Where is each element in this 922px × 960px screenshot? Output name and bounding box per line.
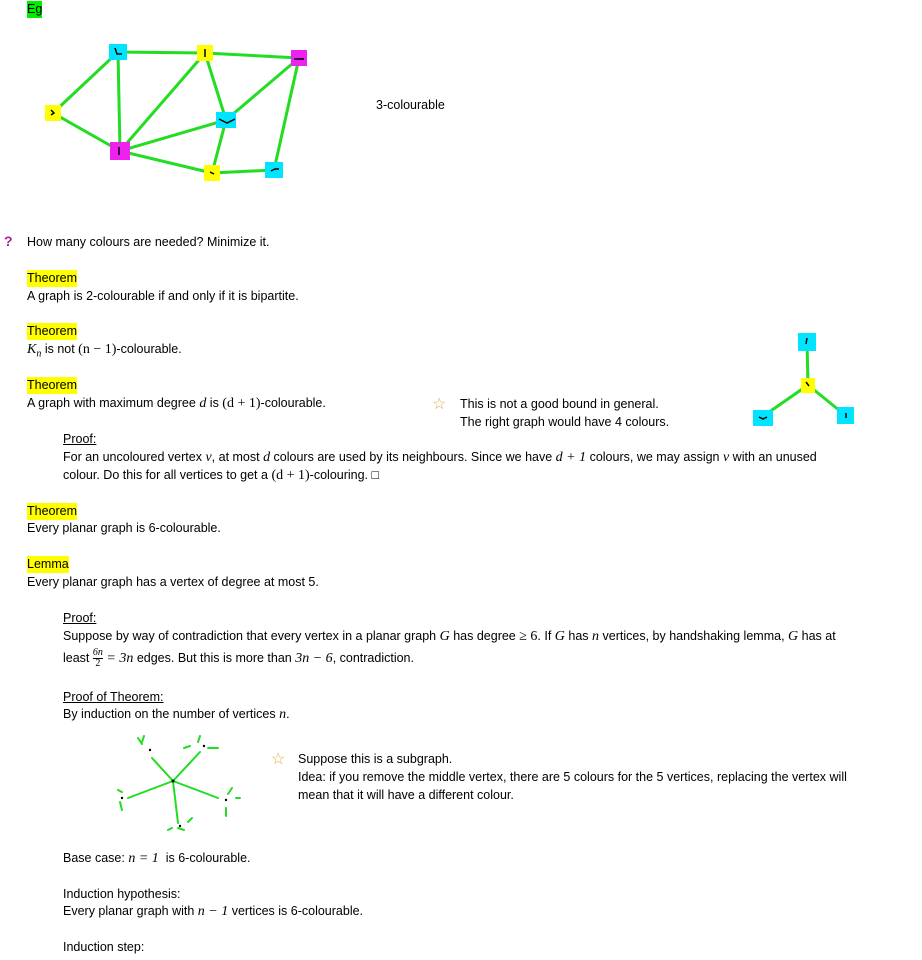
proof2-line2 [63, 646, 414, 671]
note1-line1: This is not a good bound in general. [460, 397, 659, 411]
theorem2-mid: is not [41, 342, 79, 356]
theorem4-label: Theorem [27, 504, 78, 518]
note2-line1: Suppose this is a subgraph. [298, 752, 453, 766]
edge [120, 120, 226, 151]
proof-theorem-text [63, 706, 290, 723]
proof1-l2b: -colouring. [309, 468, 372, 482]
theorem3-d: d [199, 396, 207, 411]
proof1-l1b: , at most [211, 450, 264, 464]
theorem3-is: is [206, 396, 223, 410]
vertex-dot [179, 825, 181, 827]
edge [205, 53, 226, 120]
proof-theorem-pre: By induction on the number of vertices [63, 707, 280, 721]
proof2-l1b: has degree [449, 629, 520, 643]
proof2-bound: 3n − 6 [295, 651, 333, 666]
proof-theorem-label: Proof of Theorem: [63, 690, 164, 704]
proof1-label: Proof: [63, 432, 97, 446]
edge [128, 781, 173, 798]
theorem2-label: Theorem [27, 324, 78, 338]
edge [53, 52, 118, 113]
theorem3-pre: A graph with maximum degree [27, 396, 200, 410]
question-icon: ? [4, 233, 13, 249]
proof2-l1a: Suppose by way of contradiction that every vertex in a planar graph [63, 629, 440, 643]
star-icon: ☆ [432, 396, 447, 413]
proof1-l2a: colour. Do this for all vertices to get a [63, 468, 272, 482]
fraction-numerator: 6n [92, 647, 103, 659]
edge [205, 53, 299, 58]
proof2-G2: G [554, 629, 565, 644]
theorem3-text [27, 395, 326, 412]
theorem4-text: Every planar graph is 6-colourable. [27, 521, 221, 535]
vertex-dot [121, 797, 123, 799]
edge [212, 170, 274, 173]
vertex-dot [149, 749, 151, 751]
vertex-marks [51, 48, 304, 174]
proof1-v2: v [722, 450, 730, 465]
edge [173, 781, 178, 823]
note1-line2: The right graph would have 4 colours. [460, 415, 670, 429]
edge [173, 781, 218, 798]
proof2-label: Proof: [63, 611, 97, 625]
hypothesis-expr: n − 1 [197, 904, 229, 919]
hypothesis-label: Induction hypothesis: [63, 887, 181, 901]
edge [120, 53, 205, 151]
example-graph [0, 0, 330, 190]
vertex-dot [172, 780, 175, 783]
fraction [93, 648, 103, 669]
star-icon: ☆ [271, 751, 286, 768]
edge [118, 52, 205, 53]
proof2-l2b: edges. But this is more than [133, 651, 296, 665]
proof2-ge: ≥ 6 [519, 629, 538, 644]
edge [53, 113, 120, 151]
proof-theorem-end: . [286, 707, 290, 721]
theorem2-expr: (n − 1) [78, 342, 117, 357]
proof1-line1 [63, 449, 817, 466]
base-case-expr: n = 1 [128, 851, 159, 866]
proof1-d: d [263, 450, 271, 465]
proof2-l1d: has [564, 629, 593, 643]
edge [173, 752, 200, 781]
proof1-line2 [63, 467, 379, 484]
theorem3-end: -colourable. [260, 396, 326, 410]
graph-edges [53, 52, 299, 173]
proof2-G3: G [788, 629, 799, 644]
graph-vertices [45, 44, 307, 181]
note2-line2: Idea: if you remove the middle vertex, there are 5 colours for the 5 vertices, replacing the vertex will [298, 770, 847, 784]
base-case [63, 850, 251, 867]
proof2-line1 [63, 628, 836, 645]
edge [118, 52, 120, 151]
proof2-l1e: vertices, by handshaking lemma, [599, 629, 789, 643]
proof1-v: v [205, 450, 212, 465]
theorem2-end: -colourable. [116, 342, 182, 356]
proof2-n: n [592, 629, 600, 644]
kn-symbol: K [27, 342, 37, 357]
hypothesis-end: vertices is 6-colourable. [228, 904, 364, 918]
question-text: How many colours are needed? Minimize it. [27, 235, 270, 249]
edge [120, 151, 212, 173]
hypothesis-pre: Every planar graph with [63, 904, 198, 918]
proof1-l1d: colours, we may assign [586, 450, 723, 464]
edge [152, 758, 173, 781]
proof1-l1a: For an uncoloured vertex [63, 450, 206, 464]
note2-line3: mean that it will have a different colour. [298, 788, 514, 802]
eg-label: Eg [27, 2, 43, 16]
star-graph [740, 325, 860, 435]
step-label: Induction step: [63, 940, 145, 954]
vertex-cyan [753, 410, 773, 426]
proof2-G: G [439, 629, 450, 644]
theorem3-label: Theorem [27, 378, 78, 392]
vertex-magenta [110, 142, 130, 160]
proof1-expr: (d + 1) [271, 468, 310, 483]
proof1-l1e: with an unused [729, 450, 817, 464]
proof2-l1c: . If [537, 629, 555, 643]
proof2-l2a: least [63, 651, 93, 665]
proof2-l2c: , contradiction. [332, 651, 414, 665]
fraction-denominator: 2 [95, 658, 101, 670]
qed-symbol: □ [371, 468, 380, 482]
proof1-d1: d + 1 [555, 450, 587, 465]
vertex-dot [203, 745, 205, 747]
hypothesis-text [63, 903, 363, 920]
proof-theorem-n: n [279, 707, 287, 722]
theorem1-label: Theorem [27, 271, 78, 285]
theorem3-expr: (d + 1) [222, 396, 261, 411]
lemma-label: Lemma [27, 557, 69, 571]
base-case-pre: Base case: [63, 851, 129, 865]
theorem2-text [27, 341, 182, 363]
subgraph-sketch [100, 728, 260, 838]
theorem1-text: A graph is 2-colourable if and only if it is bipartite. [27, 289, 299, 303]
vertex-dot [225, 799, 227, 801]
proof1-l1c: colours are used by its neighbours. Since we have [270, 450, 556, 464]
proof2-l1f: has at [798, 629, 836, 643]
base-case-end: is 6-colourable. [158, 851, 251, 865]
three-colourable-label: 3-colourable [376, 98, 445, 112]
vertex-cyan [109, 44, 127, 60]
vertex-magenta [291, 50, 307, 66]
kn-subscript: n [36, 348, 42, 360]
proof2-eq: = 3n [102, 651, 134, 666]
lemma-text: Every planar graph has a vertex of degree at most 5. [27, 575, 319, 589]
